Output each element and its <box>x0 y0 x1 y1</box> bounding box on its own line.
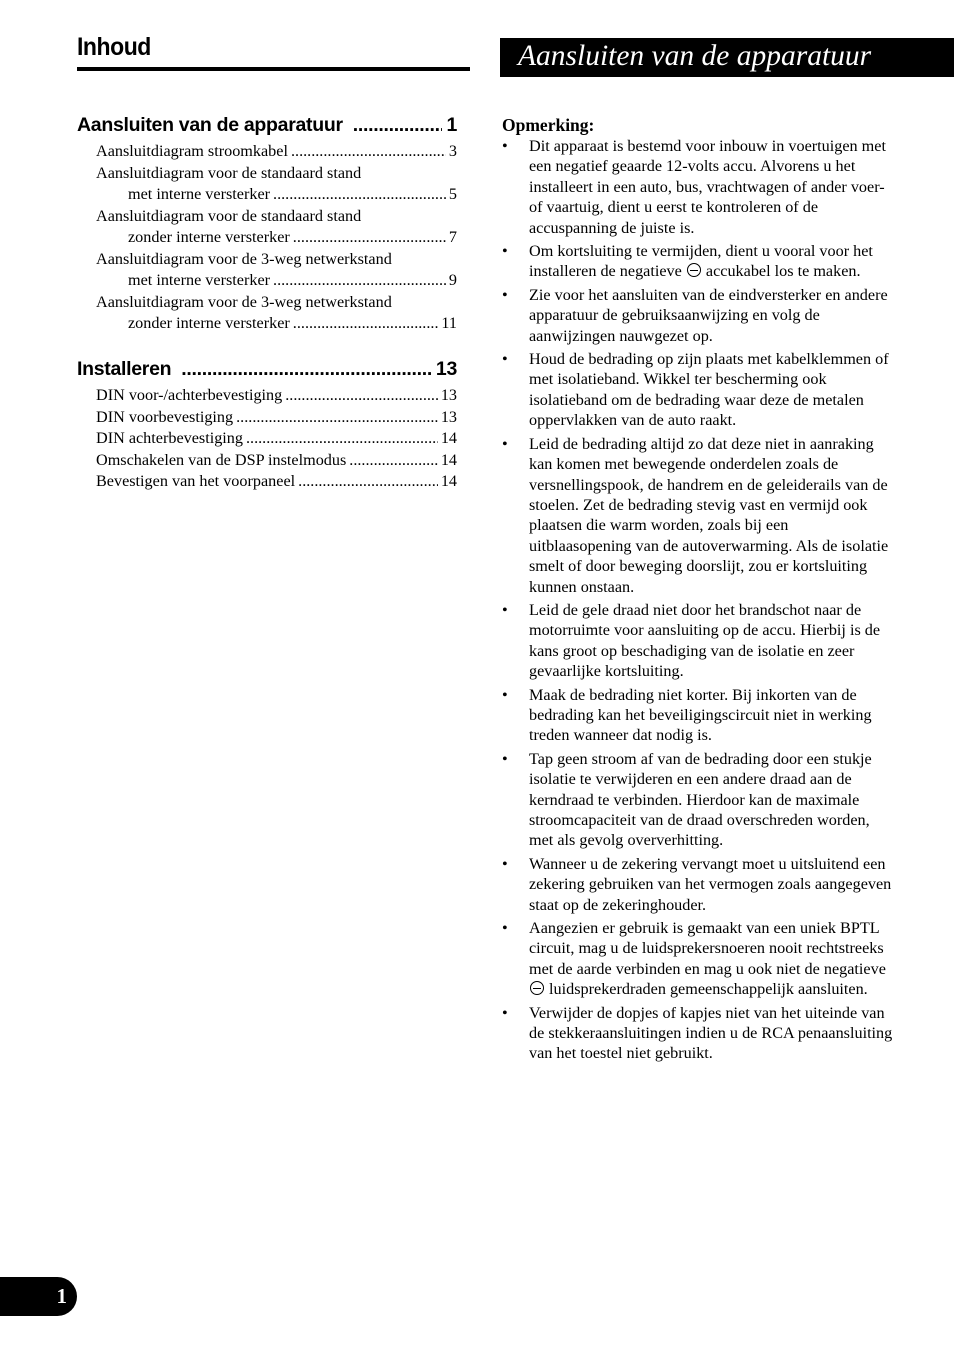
note-text: Aangezien er gebruik is gemaakt van een uniek BPTL circuit, mag u de luidsprekersnoeren nooit rechtstreeks met de aarde verbinden en mag u ook niet de negatieve <box>529 919 886 978</box>
toc-entry[interactable] <box>96 206 457 249</box>
toc-entry-subtitle: met interne versterker <box>128 185 271 203</box>
toc-leader <box>285 385 438 407</box>
note-text: luidsprekerdraden gemeenschappelijk aansluiten. <box>549 980 868 999</box>
toc-section-aansluiten <box>77 113 457 335</box>
note-text: accukabel los te maken. <box>705 262 861 281</box>
toc-entry[interactable] <box>96 249 457 292</box>
toc-header <box>77 33 470 71</box>
toc-entry-page: 3 <box>448 142 457 160</box>
toc-leader <box>236 407 438 429</box>
toc-entry[interactable] <box>96 471 457 493</box>
section-banner <box>500 38 954 77</box>
toc-section-page: 13 <box>435 358 457 380</box>
section-title: Aansluiten van de apparatuur <box>518 40 872 72</box>
note-text: Leid de gele draad niet door het brandschot naar de motorruimte voor aansluiting op de accu. Hierbij is de kans groot op beschadiging van de isolatie en zeer gevaarlijke kortsluiting. <box>529 600 881 681</box>
toc-leader <box>273 270 446 292</box>
toc-entry-title: Aansluitdiagram voor de standaard stand <box>96 163 362 182</box>
note-item <box>502 600 894 682</box>
bullet-icon: • <box>502 600 508 619</box>
bullet-icon: • <box>502 854 508 873</box>
toc-entry[interactable] <box>96 292 457 335</box>
bullet-icon: • <box>502 749 508 768</box>
toc-section-page: 1 <box>446 114 457 136</box>
negative-terminal-icon <box>530 981 544 995</box>
note-item <box>502 918 894 1000</box>
note-item <box>502 749 894 851</box>
toc-entry-page: 13 <box>440 407 457 426</box>
note-text: Verwijder de dopjes of kapjes niet van het uiteinde van de stekkeraansluitingen indien u de RCA penaansluiting van het toestel niet gebruikt. <box>529 1003 893 1063</box>
note-item <box>502 685 894 746</box>
note-text: Om kortsluiting te vermijden, dient u vooral voor het installeren de negatieve <box>529 242 873 281</box>
toc-entry-title: Bevestigen van het voorpaneel <box>96 472 296 490</box>
toc-entry[interactable] <box>96 450 457 472</box>
bullet-icon: • <box>502 285 508 304</box>
toc-leader <box>246 428 438 450</box>
toc-leader <box>293 313 439 335</box>
toc-entry[interactable] <box>96 141 457 163</box>
toc-entry-page: 14 <box>440 429 457 447</box>
note-text: Houd de bedrading op zijn plaats met kabelklemmen of met isolatieband. Wikkel ter bescherming ook isolatieband om de bedrading waar deze de metalen oppervlakken van de auto raakt. <box>529 350 889 430</box>
note-item <box>502 1003 894 1064</box>
toc-entry-title: Aansluitdiagram voor de standaard stand <box>96 206 362 225</box>
note-item <box>502 434 894 597</box>
notes-heading: Opmerking: <box>502 115 595 135</box>
bullet-icon: • <box>502 434 508 453</box>
note-text: Dit apparaat is bestemd voor inbouw in voertuigen met een negatief geaarde 12-volts accu. Alvorens u het installeert in een auto, bus, vrachtwagen of ander voer- of vaartuig, dient u eerst te kontroleren of de accuspanning de juiste is. <box>529 137 886 237</box>
toc-leader <box>298 471 438 493</box>
toc-entry-page: 5 <box>448 185 457 203</box>
toc-entry-page: 11 <box>441 314 457 332</box>
toc-entry-page: 9 <box>448 271 457 289</box>
note-item <box>502 241 894 282</box>
toc-leader <box>181 357 432 381</box>
toc-entry-page: 13 <box>440 386 457 404</box>
bullet-icon: • <box>502 1003 508 1022</box>
bullet-icon: • <box>502 919 508 938</box>
page-number: 1 <box>56 1284 67 1308</box>
negative-terminal-icon <box>687 263 701 277</box>
toc-entry-subtitle: zonder interne versterker <box>128 314 290 332</box>
bullet-icon: • <box>502 350 508 369</box>
toc-entry-subtitle: zonder interne versterker <box>128 228 290 246</box>
toc-entry[interactable] <box>96 385 457 407</box>
toc-entry-title: DIN voor-/achterbevestiging <box>96 386 283 404</box>
toc-title: Inhoud <box>77 33 151 61</box>
toc-entry[interactable] <box>96 407 457 429</box>
note-text: Leid de bedrading altijd zo dat deze niet in aanraking kan komen met bewegende onderdelen zoals de versnellingspook, de handrem en de geleiderails van de stoelen. Zet de bedrading stevig vast en vermijd ook plaatsen die warm worden, zoals bij een uitblaasopening van de autoverwarming. Als de isolatie smelt of door beweging doorslijt, zou er kortsluiting kunnen onstaan. <box>529 434 889 596</box>
note-text: Tap geen stroom af van de bedrading door een stukje isolatie te verwijderen en een andere draad aan de kerndraad te verbinden. Hierdoor kan de maximale stroomcapaciteit van de draad overschreden worden, met als gevolg oververhitting. <box>529 749 872 850</box>
note-text: Maak de bedrading niet korter. Bij inkorten van de bedrading kan het beveiligingscircuit niet in werking treden wanneer dat nodig is. <box>529 685 872 745</box>
toc-entry-page: 7 <box>448 228 457 246</box>
toc-entry-title: Aansluitdiagram stroomkabel <box>96 142 288 160</box>
toc-entry-subtitle: met interne versterker <box>128 271 271 289</box>
note-item <box>502 854 894 915</box>
bullet-icon: • <box>502 685 508 704</box>
notes-list <box>502 136 894 1064</box>
toc-entry-page: 14 <box>440 450 457 469</box>
toc-section-heading[interactable] <box>77 113 457 137</box>
toc-entry-title: Aansluitdiagram voor de 3-weg netwerkstand <box>96 292 392 311</box>
note-item <box>502 136 894 238</box>
page-number-tab <box>0 1277 77 1316</box>
toc-section-title: Installeren <box>77 358 172 380</box>
toc-entry-title: Omschakelen van de DSP instelmodus <box>96 450 347 469</box>
bullet-icon: • <box>502 242 508 261</box>
toc-entry[interactable] <box>96 163 457 206</box>
toc-leader <box>353 113 443 137</box>
toc-section-title: Aansluiten van de apparatuur <box>77 114 343 136</box>
toc-section-heading[interactable] <box>77 357 457 381</box>
toc-entry-page: 14 <box>440 472 457 490</box>
toc-entry-title: DIN voorbevestiging <box>96 407 234 426</box>
toc-leader <box>291 141 446 163</box>
toc-leader <box>293 227 446 249</box>
notes-block <box>502 115 894 1067</box>
bullet-icon: • <box>502 137 508 155</box>
note-item <box>502 349 894 431</box>
toc-entry-title: Aansluitdiagram voor de 3-weg netwerkstand <box>96 249 392 268</box>
toc-entry-title: DIN achterbevestiging <box>96 429 243 447</box>
toc-leader <box>273 184 446 206</box>
toc-entry[interactable] <box>96 428 457 450</box>
toc-leader <box>349 450 438 472</box>
note-text: Wanneer u de zekering vervangt moet u uitsluitend een zekering gebruiken van het vermogen zoals aangegeven staat op de zekeringhouder. <box>529 854 892 914</box>
toc-section-installeren <box>77 357 457 493</box>
note-item <box>502 285 894 346</box>
note-text: Zie voor het aansluiten van de eindversterker en andere apparatuur de gebruiksaanwijzing en volg de aanwijzingen nauwgezet op. <box>529 285 888 345</box>
